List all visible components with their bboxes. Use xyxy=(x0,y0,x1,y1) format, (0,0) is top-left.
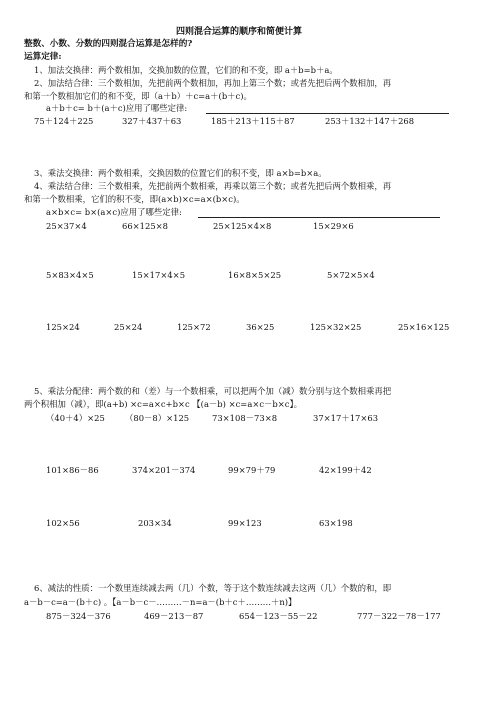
distributive-exercise: 63×198 xyxy=(319,518,353,528)
rule-4-text-line2: 和第一个数相乘，它们的积不变，即(a×b)×c=a×(b×c)。 xyxy=(24,194,245,204)
distributive-exercise: 99×123 xyxy=(228,518,262,528)
multiplication-exercise: 66×125×8 xyxy=(122,221,169,231)
rule-6-text-line2: a－b－c=a－(b＋c) 。【a－b－c－………－n=a－(b＋c＋………＋n)】 xyxy=(24,597,297,607)
multiplication-exercise: 25×16×125 xyxy=(398,322,450,332)
multiplication-exercise: 15×17×4×5 xyxy=(132,270,186,280)
rule-3-text: 3、乘法交换律：两个数相乘，交换因数的位置它们的积不变，即 a×b=b×a。 xyxy=(34,168,327,178)
multiplication-exercise: 5×72×5×4 xyxy=(327,270,375,280)
distributive-exercise: 73×108－73×8 xyxy=(212,413,278,423)
distributive-exercise: 37×17＋17×63 xyxy=(313,413,379,423)
multiplication-exercise: 25×24 xyxy=(114,322,143,332)
addition-law-prompt: a＋b＋c= b＋(a＋c)应用了哪些定律: xyxy=(46,103,188,113)
subtraction-exercise: 654－123－55－22 xyxy=(239,611,318,621)
multiplication-exercise: 125×32×25 xyxy=(310,322,362,332)
multiplication-exercise: 125×24 xyxy=(46,322,80,332)
addition-answer-line xyxy=(206,113,449,114)
distributive-exercise: 42×199＋42 xyxy=(319,465,372,475)
distributive-exercise: （40＋4）×25 xyxy=(46,413,105,423)
subtraction-exercise: 469－213－87 xyxy=(144,611,204,621)
distributive-exercise: 203×34 xyxy=(138,518,172,528)
rules-heading: 运算定律: xyxy=(24,52,62,62)
multiplication-exercise: 16×8×5×25 xyxy=(228,270,282,280)
distributive-exercise: 374×201－374 xyxy=(132,465,196,475)
section-question: 整数、小数、分数的四则混合运算是怎样的? xyxy=(24,39,193,49)
rule-5-text-line2: 两个积相加（减），即(a+b) ×c=a×c+b×c 【(a－b) ×c=a×c－b×c】。 xyxy=(24,399,303,409)
subtraction-exercise: 875－324－376 xyxy=(46,611,111,621)
multiplication-law-prompt: a×b×c= b×(a×c)应用了哪些定律: xyxy=(46,207,182,217)
addition-exercise: 75＋124＋225 xyxy=(34,116,94,126)
multiplication-exercise: 125×72 xyxy=(177,322,211,332)
addition-exercise: 185＋213＋115＋87 xyxy=(211,116,295,126)
multiplication-exercise: 36×25 xyxy=(246,322,275,332)
rule-2-text-line1: 2、加法结合律：三个数相加，先把前两个数相加，再加上第三个数；或者先把后两个数相加，再 xyxy=(34,78,392,88)
multiplication-exercise: 15×29×6 xyxy=(313,221,354,231)
multiplication-exercise: 25×125×4×8 xyxy=(213,221,272,231)
rule-5-text-line1: 5、乘法分配律：两个数的和（差）与一个数相乘，可以把两个加（减）数分别与这个数相乘再把 xyxy=(34,386,392,396)
multiplication-exercise: 5×83×4×5 xyxy=(46,270,94,280)
distributive-exercise: 101×86－86 xyxy=(46,465,99,475)
rule-2-text-line2: 和第一个数相加它们的和不变，即（a＋b）＋c=a＋(b＋c)。 xyxy=(24,91,252,101)
multiplication-answer-line xyxy=(198,217,440,218)
rule-6-text-line1: 6、减法的性质：一个数里连续减去两（几）个数，等于这个数连续减去这两（几）个数的和，即 xyxy=(34,583,392,593)
distributive-exercise: 102×56 xyxy=(46,518,80,528)
addition-exercise: 327＋437＋63 xyxy=(122,116,182,126)
distributive-exercise: 99×79＋79 xyxy=(228,465,276,475)
rule-1-text: 1、加法交换律：两个数相加，交换加数的位置，它们的和不变，即 a＋b=b＋a。 xyxy=(34,65,338,75)
rule-4-text-line1: 4、乘法结合律：三个数相乘，先把前两个数相乘，再乘以第三个数；或者先把后两个数相乘，再 xyxy=(34,181,392,191)
page-title: 四则混合运算的顺序和简便计算 xyxy=(176,27,303,37)
addition-exercise: 253＋132＋147＋268 xyxy=(325,116,415,126)
distributive-exercise: （80－8）×125 xyxy=(125,413,190,423)
subtraction-exercise: 777－322－78－177 xyxy=(357,611,441,621)
multiplication-exercise: 25×37×4 xyxy=(46,221,87,231)
